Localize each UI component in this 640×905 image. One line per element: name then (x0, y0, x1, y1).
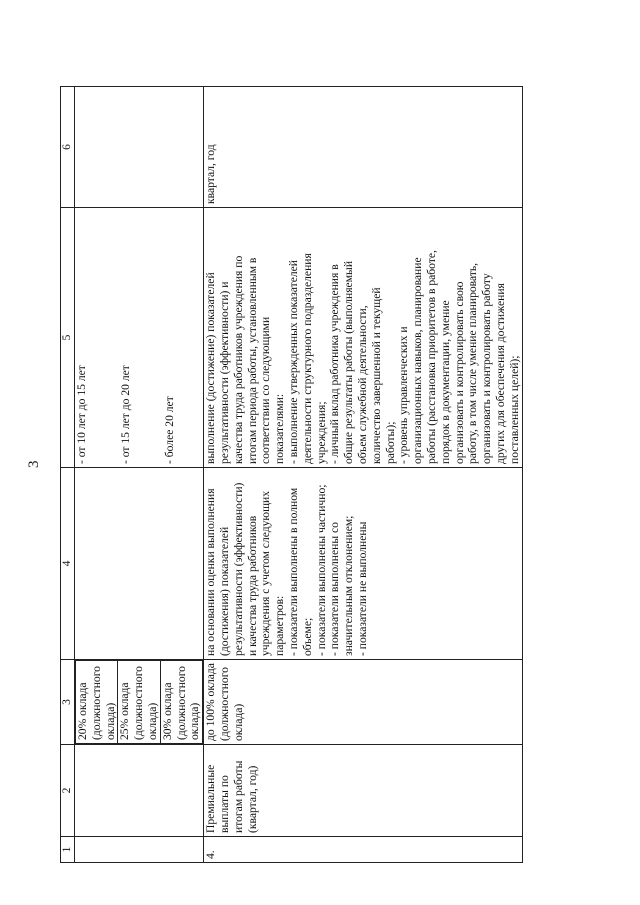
text-line: - показатели выполнены в полном (286, 487, 300, 656)
text-line: итогам периода работы, установленным в (245, 257, 259, 464)
text-line: результативности (эффективности) (231, 482, 245, 656)
text-line: 30% оклада (160, 682, 174, 740)
text-line: деятельности структурного подразделения (300, 253, 314, 464)
text-line: 20% оклада (76, 682, 89, 740)
header-col-4: 4 (61, 468, 75, 660)
header-col-6: 6 (61, 87, 75, 208)
text-line: (должностного (217, 667, 231, 741)
text-line: организовать и контролировать работу (480, 273, 494, 464)
text-line: (должностного (89, 666, 103, 740)
text-line: оклада) (231, 703, 245, 741)
seniority-rates (75, 660, 203, 744)
text-line: и качества труда работников (245, 515, 259, 656)
text-line: учреждения; (314, 401, 328, 464)
text-line: Премиальные (204, 764, 218, 833)
text-line: организационных навыков, планирование (411, 257, 425, 464)
text-line: до 100% оклада (204, 663, 218, 741)
text-line: оклада) (188, 702, 202, 740)
text-line: - показатели не выполнены (355, 521, 369, 656)
header-col-3: 3 (61, 660, 75, 745)
cont-col-5 (75, 208, 204, 468)
cont-col-3 (75, 660, 204, 745)
text-line: выполнение (достижение) показателей (204, 272, 218, 464)
text-line: - показатели выполнены со (328, 522, 342, 656)
header-col-5: 5 (61, 208, 75, 468)
text-line: количество завершенной и текущей (369, 287, 383, 464)
row-4-period: квартал, год (204, 87, 522, 208)
text-line: (должностного (174, 666, 188, 740)
row-4-amount (204, 660, 522, 745)
text-line: итогам работы (231, 760, 245, 833)
text-line: показателями: (273, 393, 287, 464)
text-line: качества труда работников учреждения по (231, 255, 245, 464)
text-line: поставленных целей); (507, 355, 521, 464)
text-line: учреждения с учетом следующих (259, 490, 273, 656)
row-4-number: 4. (204, 837, 522, 863)
cont-col-1 (75, 837, 204, 863)
text-line: работы (расстановка приоритетов в работе, (424, 250, 438, 464)
text-line: параметров: (273, 595, 287, 656)
rate-25 (118, 661, 160, 744)
header-col-1: 1 (61, 837, 75, 863)
text-line: - показатели выполнены частично; (314, 484, 328, 656)
text-line: (должностного (132, 666, 146, 740)
text-line: (достижения) показателей (217, 526, 231, 656)
seniority-range: - от 10 лет до 15 лет (75, 365, 88, 464)
text-line: результативности (эффективности) и (217, 281, 231, 464)
text-line: 25% оклада (118, 682, 132, 740)
text-line: - выполнение утвержденных показателей (286, 260, 300, 464)
rate-20 (76, 661, 118, 744)
text-line: на основании оценки выполнения (204, 488, 218, 656)
text-line: объеме; (300, 617, 314, 656)
text-line: других для обеспечения достижения (493, 283, 507, 464)
text-line: оклада) (145, 702, 159, 740)
text-line: работы); (383, 421, 397, 464)
text-line: выплаты по (217, 775, 231, 833)
text-line: - уровень управленческих и (397, 326, 411, 464)
text-line: объем служебной деятельности, (355, 305, 369, 464)
row-4-basis (204, 468, 522, 660)
text-line: (квартал, год) (245, 765, 259, 833)
header-row (61, 87, 75, 863)
cont-col-4 (75, 468, 204, 660)
row-4-name (204, 745, 522, 837)
cont-col-6 (75, 87, 204, 208)
row-4-criteria (204, 208, 522, 468)
text-line: порядок в документации, умение (438, 300, 452, 464)
cont-col-2 (75, 745, 204, 837)
text-line: работу, в том числе умение планировать, (466, 262, 480, 464)
seniority-range: - от 15 лет до 20 лет (118, 365, 132, 464)
text-line: значительным отклонением; (342, 515, 356, 656)
payments-table (60, 86, 523, 863)
seniority-range: - более 20 лет (162, 396, 176, 464)
text-line: - личный вклад работника учреждения в (328, 264, 342, 464)
rate-30 (160, 661, 202, 744)
text-line: соответствии со следующими (259, 316, 273, 464)
text-line: оклада) (103, 702, 117, 740)
page-number: 3 (26, 460, 42, 468)
continuation-row (75, 87, 204, 863)
text-line: общие результаты работы (выполняемый (342, 260, 356, 464)
row-4 (204, 87, 522, 863)
header-col-2: 2 (61, 745, 75, 837)
text-line: организовать и контролировать свою (452, 281, 466, 464)
